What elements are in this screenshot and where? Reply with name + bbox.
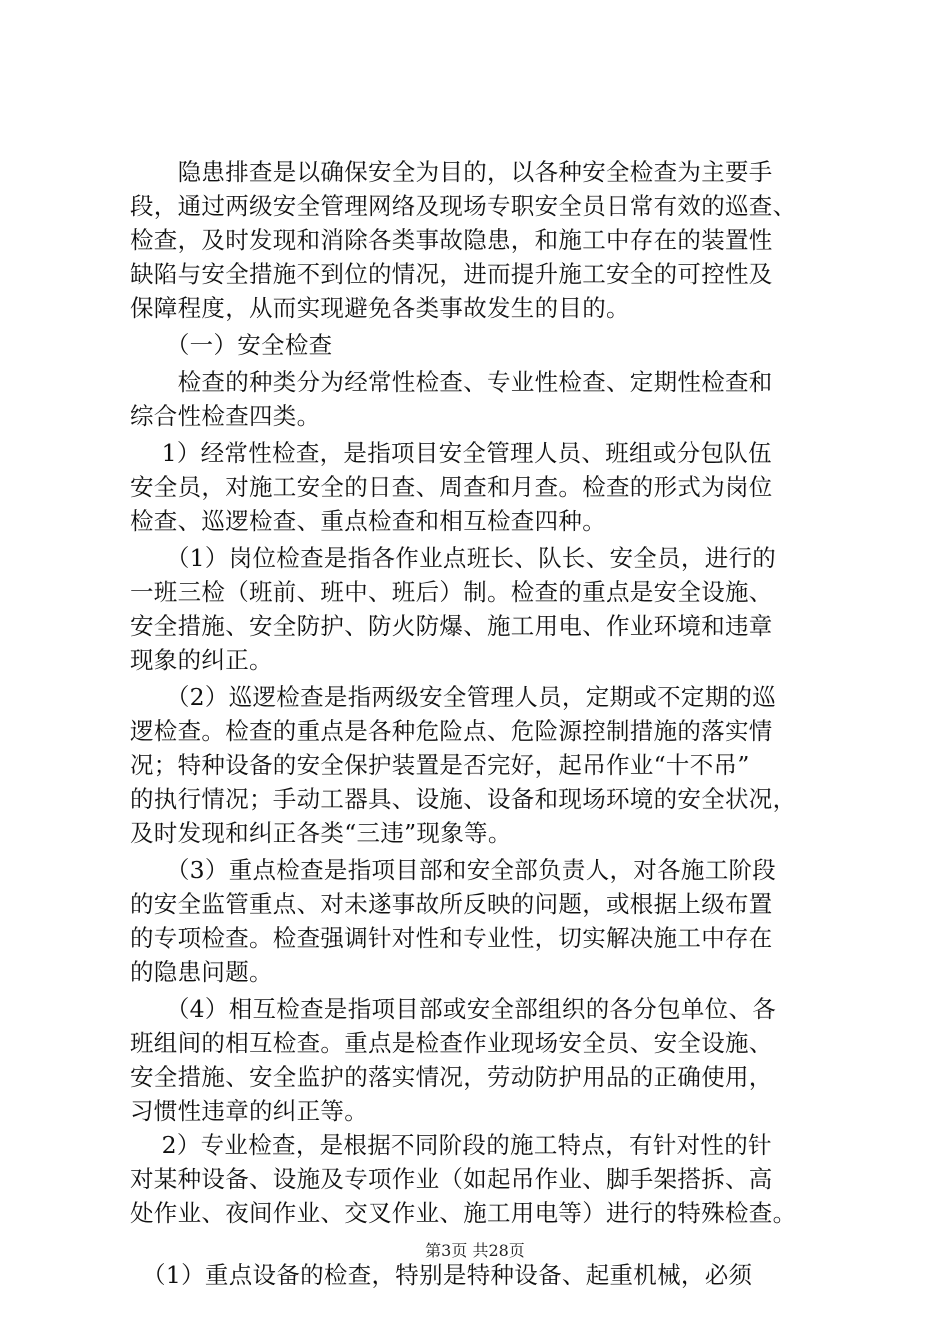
text-line: 一班三检（班前、班中、班后）制。检查的重点是安全设施、: [130, 578, 773, 606]
text-line: （2）巡逻检查是指两级安全管理人员，定期或不定期的巡: [130, 683, 777, 711]
text-line: 2）专业检查，是根据不同阶段的施工特点，有针对性的针: [130, 1131, 772, 1159]
text-line: 1）经常性检查，是指项目安全管理人员、班组或分包队伍: [130, 439, 772, 467]
text-line: 现象的纠正。: [130, 646, 273, 674]
text-line: 对某种设备、设施及专项作业（如起吊作业、脚手架搭拆、高: [130, 1165, 773, 1193]
text-line: 安全措施、安全防护、防火防爆、施工用电、作业环境和违章: [130, 612, 773, 640]
text-line: 逻检查。检查的重点是各种危险点、危险源控制措施的落实情: [130, 717, 773, 745]
text-line: 段，通过两级安全管理网络及现场专职安全员日常有效的巡查、: [130, 192, 797, 220]
text-line: 的隐患问题。: [130, 958, 273, 986]
text-line: （1）岗位检查是指各作业点班长、队长、安全员，进行的: [130, 544, 777, 572]
text-line: 安全员，对施工安全的日查、周查和月查。检查的形式为岗位: [130, 473, 773, 501]
text-line: 保障程度，从而实现避免各类事故发生的目的。: [130, 294, 630, 322]
section-heading: （一）安全检查: [130, 331, 333, 359]
text-line: 况；特种设备的安全保护装置是否完好，起吊作业“十不吊”: [130, 751, 750, 779]
text-line: 习惯性违章的纠正等。: [130, 1097, 368, 1125]
text-line: 的安全监管重点、对未遂事故所反映的问题，或根据上级布置: [130, 890, 773, 918]
text-line: （3）重点检查是指项目部和安全部负责人，对各施工阶段: [130, 856, 777, 884]
text-line: 处作业、夜间作业、交叉作业、施工用电等）进行的特殊检查。: [130, 1199, 797, 1227]
text-line: 安全措施、安全监护的落实情况，劳动防护用品的正确使用，: [130, 1063, 773, 1091]
document-body: [130, 155, 840, 1292]
text-line: 缺陷与安全措施不到位的情况，进而提升施工安全的可控性及: [130, 260, 773, 288]
text-line: 隐患排查是以确保安全为目的，以各种安全检查为主要手: [130, 158, 773, 186]
text-line: 检查，及时发现和消除各类事故隐患，和施工中存在的装置性: [130, 226, 773, 254]
text-line: 及时发现和纠正各类“三违”现象等。: [130, 819, 512, 847]
text-line: （4）相互检查是指项目部或安全部组织的各分包单位、各: [130, 995, 777, 1023]
text-line: 的执行情况；手动工器具、设施、设备和现场环境的安全状况，: [130, 785, 797, 813]
text-line: 检查、巡逻检查、重点检查和相互检查四种。: [130, 507, 606, 535]
text-line: 班组间的相互检查。重点是检查作业现场安全员、安全设施、: [130, 1029, 773, 1057]
text-line: 综合性检查四类。: [130, 402, 321, 430]
text-line: 检查的种类分为经常性检查、专业性检查、定期性检查和: [130, 368, 773, 396]
text-line: （1）重点设备的检查，特别是特种设备、起重机械，必须: [130, 1261, 753, 1289]
text-line: 的专项检查。检查强调针对性和专业性，切实解决施工中存在: [130, 924, 773, 952]
page-footer: 第3页 共28页: [425, 1241, 525, 1260]
